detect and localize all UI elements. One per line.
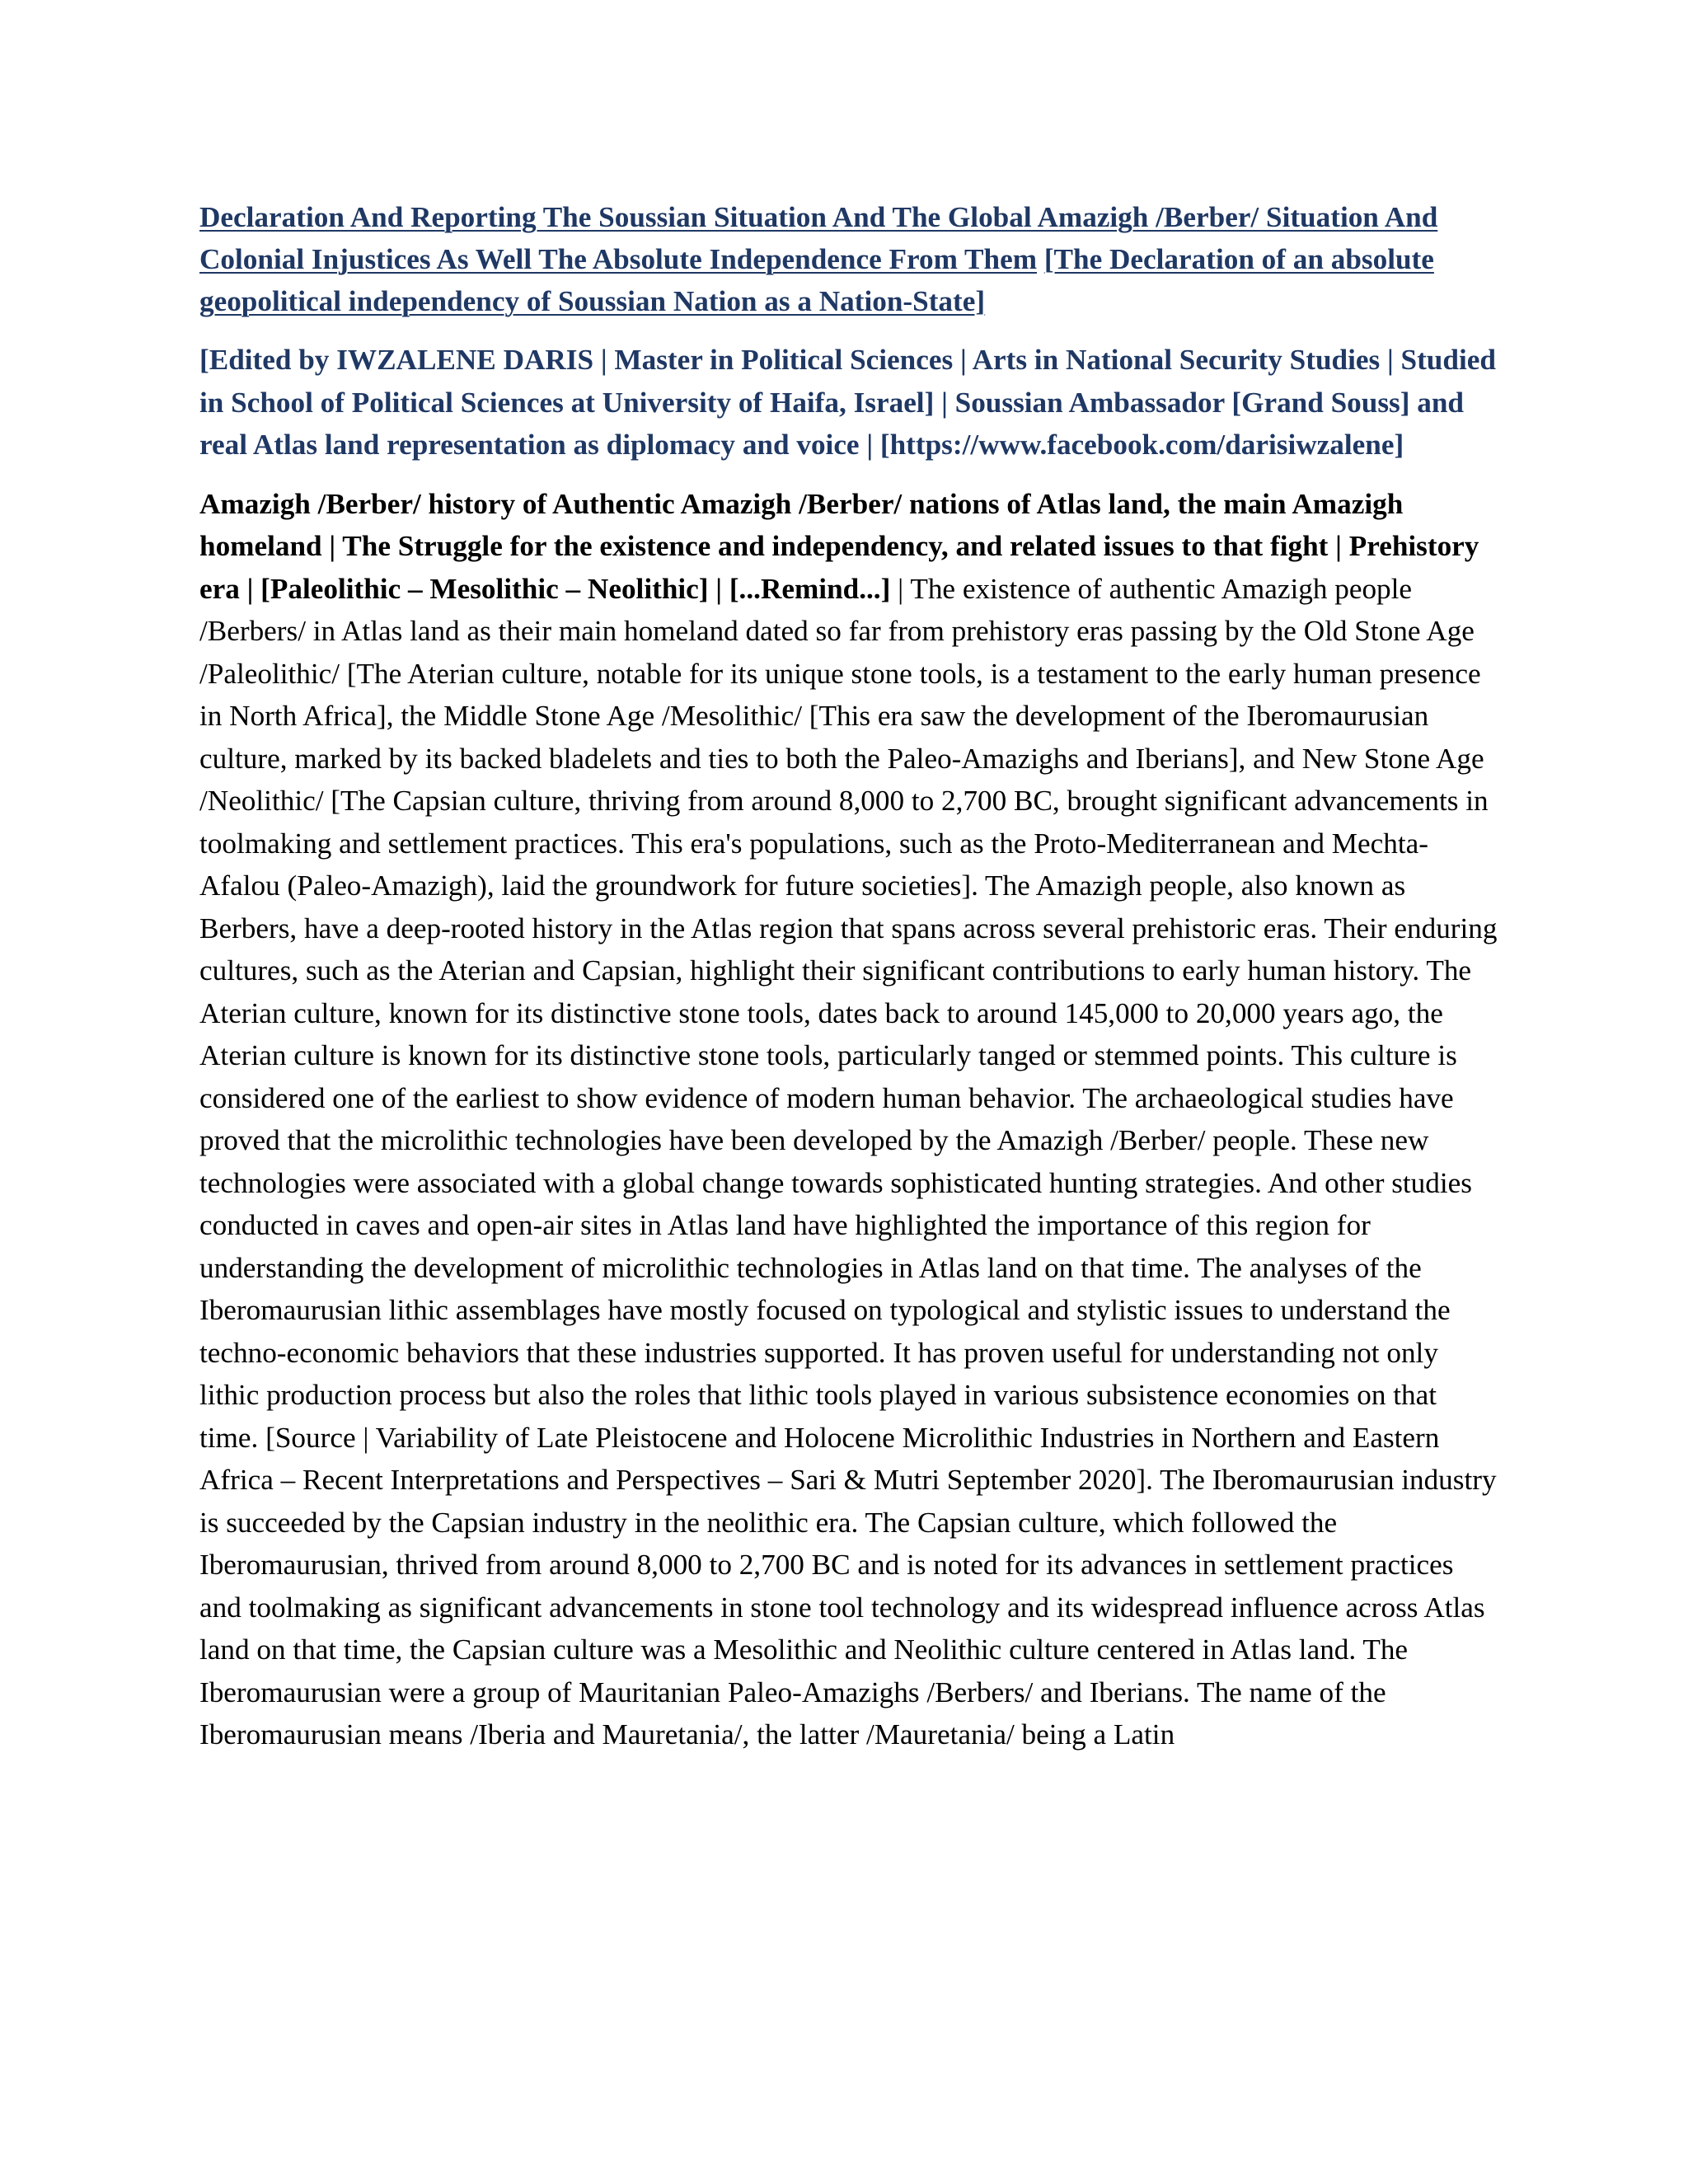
editor-credits: [Edited by IWZALENE DARIS | Master in Political Sciences | Arts in National Security Studies | Studied in School of Political Sciences at University of Haifa, Israel] | Soussian Ambassador [Grand Souss] and real Atlas land representation as diplomacy and voice | [https://www.facebook.com/darisiwzalene]: [199, 344, 1496, 461]
document-page: [199, 196, 1502, 1756]
body-paragraph: [199, 483, 1502, 1756]
body-text: | The existence of authentic Amazigh people /Berbers/ in Atlas land as their main homeland dated so far from prehistory eras passing by the Old Stone Age /Paleolithic/ [The Aterian culture, notable for its unique stone tools, is a testament to the early human presence in North Africa], the Middle Stone Age /Mesolithic/ [This era saw the development of the Iberomaurusian culture, marked by its backed bladelets and ties to both the Paleo-Amazighs and Iberians], and New Stone Age /Neolithic/ [The Capsian culture, thriving from around 8,000 to 2,700 BC, brought significant advancements in toolmaking and settlement practices. This era's populations, such as the Proto-Mediterranean and Mechta-Afalou (Paleo-Amazigh), laid the groundwork for future societies]. The Amazigh people, also known as Berbers, have a deep-rooted history in the Atlas region that spans across several prehistoric eras. Their enduring cultures, such as the Aterian and Capsian, highlight their significant contributions to early human history. The Aterian culture, known for its distinctive stone tools, dates back to around 145,000 to 20,000 years ago, the Aterian culture is known for its distinctive stone tools, particularly tanged or stemmed points. This culture is considered one of the earliest to show evidence of modern human behavior. The archaeological studies have proved that the microlithic technologies have been developed by the Amazigh /Berber/ people. These new technologies were associated with a global change towards sophisticated hunting strategies. And other studies conducted in caves and open-air sites in Atlas land have highlighted the importance of this region for understanding the development of microlithic technologies in Atlas land on that time. The analyses of the Iberomaurusian lithic assemblages have mostly focused on typological and stylistic issues to understand the techno-economic behaviors that these industries supported. It has proven useful for understanding not only lithic production process but also the roles that lithic tools played in various subsistence economies on that time. [Source | Variability of Late Pleistocene and Holocene Microlithic Industries in Northern and Eastern Africa – Recent Interpretations and Perspectives – Sari & Mutri September 2020]. The Iberomaurusian industry is succeeded by the Capsian industry in the neolithic era. The Capsian culture, which followed the Iberomaurusian, thrived from around 8,000 to 2,700 BC and is noted for its advances in settlement practices and toolmaking as significant advancements in stone tool technology and its widespread influence across Atlas land on that time, the Capsian culture was a Mesolithic and Neolithic culture centered in Atlas land. The Iberomaurusian were a group of Mauritanian Paleo-Amazighs /Berbers/ and Iberians. The name of the Iberomaurusian means /Iberia and Mauretania/, the latter /Mauretania/ being a Latin: [199, 572, 1498, 1750]
title-declaration-link[interactable]: [The Declaration of an absolute geopolitical independency of Soussian Nation as a Nation-State]: [199, 243, 1434, 317]
title-link[interactable]: Declaration And Reporting The Soussian Situation And The Global Amazigh /Berber/ Situation And Colonial Injustices As Well The Absolute Independence From Them: [199, 201, 1438, 275]
document-title: [199, 196, 1502, 322]
section-heading: Amazigh /Berber/ history of Authentic Amazigh /Berber/ nations of Atlas land, the main Amazigh homeland | The Struggle for the existence and independency, and related issues to that fight | Prehistory era | [Paleolithic – Mesolithic – Neolithic] | [...Remind...]: [199, 487, 1479, 605]
